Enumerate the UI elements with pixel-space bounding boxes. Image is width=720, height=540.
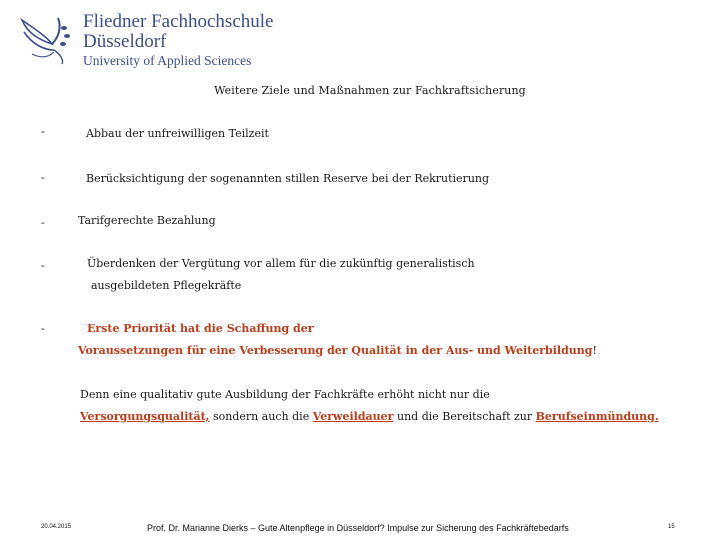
footer-text: Prof. Dr. Marianne Dierks – Gute Altenpflege in Düsseldorf? Impulse zur Sicherung des Fachkräftebedarfs: [147, 523, 569, 533]
bullet-marker: -: [41, 322, 45, 335]
bullet-5-line-1: Erste Priorität hat die Schaffung der: [87, 322, 314, 335]
logo-line-2: Düsseldorf: [83, 30, 167, 52]
paragraph-line-1: Denn eine qualitativ gute Ausbildung der Fachkräfte erhöht nicht nur die: [80, 388, 490, 401]
bullet-5-line-2-end: !: [592, 344, 597, 357]
bullet-marker: -: [41, 171, 45, 184]
keyword-verweildauer: Verweildauer: [312, 410, 394, 423]
bullet-5-line-2: [78, 339, 597, 362]
logo-line-1: Fliedner Fachhochschule: [83, 11, 274, 32]
bullet-marker: -: [41, 125, 45, 138]
logo-wordmark: [83, 12, 273, 68]
dove-logo-icon: [14, 14, 74, 66]
bullet-4-line-1: Überdenken der Vergütung vor allem für die zukünftig generalistisch: [87, 257, 475, 270]
bullet-3: Tarifgerechte Bezahlung: [78, 214, 216, 227]
keyword-versorgungsqualitaet: Versorgungsqualität,: [80, 410, 210, 423]
keyword-berufseinmuendung: Berufseinmündung.: [535, 410, 659, 423]
bullet-marker: -: [41, 259, 45, 272]
paragraph-text: sondern auch die: [209, 410, 313, 423]
bullet-5-line-2-emphasis: Voraussetzungen für eine Verbesserung der Qualität in der Aus- und Weiterbildung: [78, 344, 593, 357]
bullet-2: Berücksichtigung der sogenannten stillen Reserve bei der Rekrutierung: [86, 172, 490, 185]
bullet-4-line-2: ausgebildeten Pflegekräfte: [91, 279, 242, 292]
bullet-marker: -: [41, 216, 45, 229]
footer-date: 20.04.2015: [41, 524, 72, 530]
page-number: 15: [668, 524, 675, 530]
logo-line-3: University of Applied Sciences: [83, 52, 252, 68]
slide-title: Weitere Ziele und Maßnahmen zur Fachkraftsicherung: [214, 84, 526, 97]
paragraph-text: und die Bereitschaft zur: [393, 410, 536, 423]
paragraph-line-2: [80, 405, 659, 428]
bullet-1: Abbau der unfreiwilligen Teilzeit: [86, 127, 269, 140]
